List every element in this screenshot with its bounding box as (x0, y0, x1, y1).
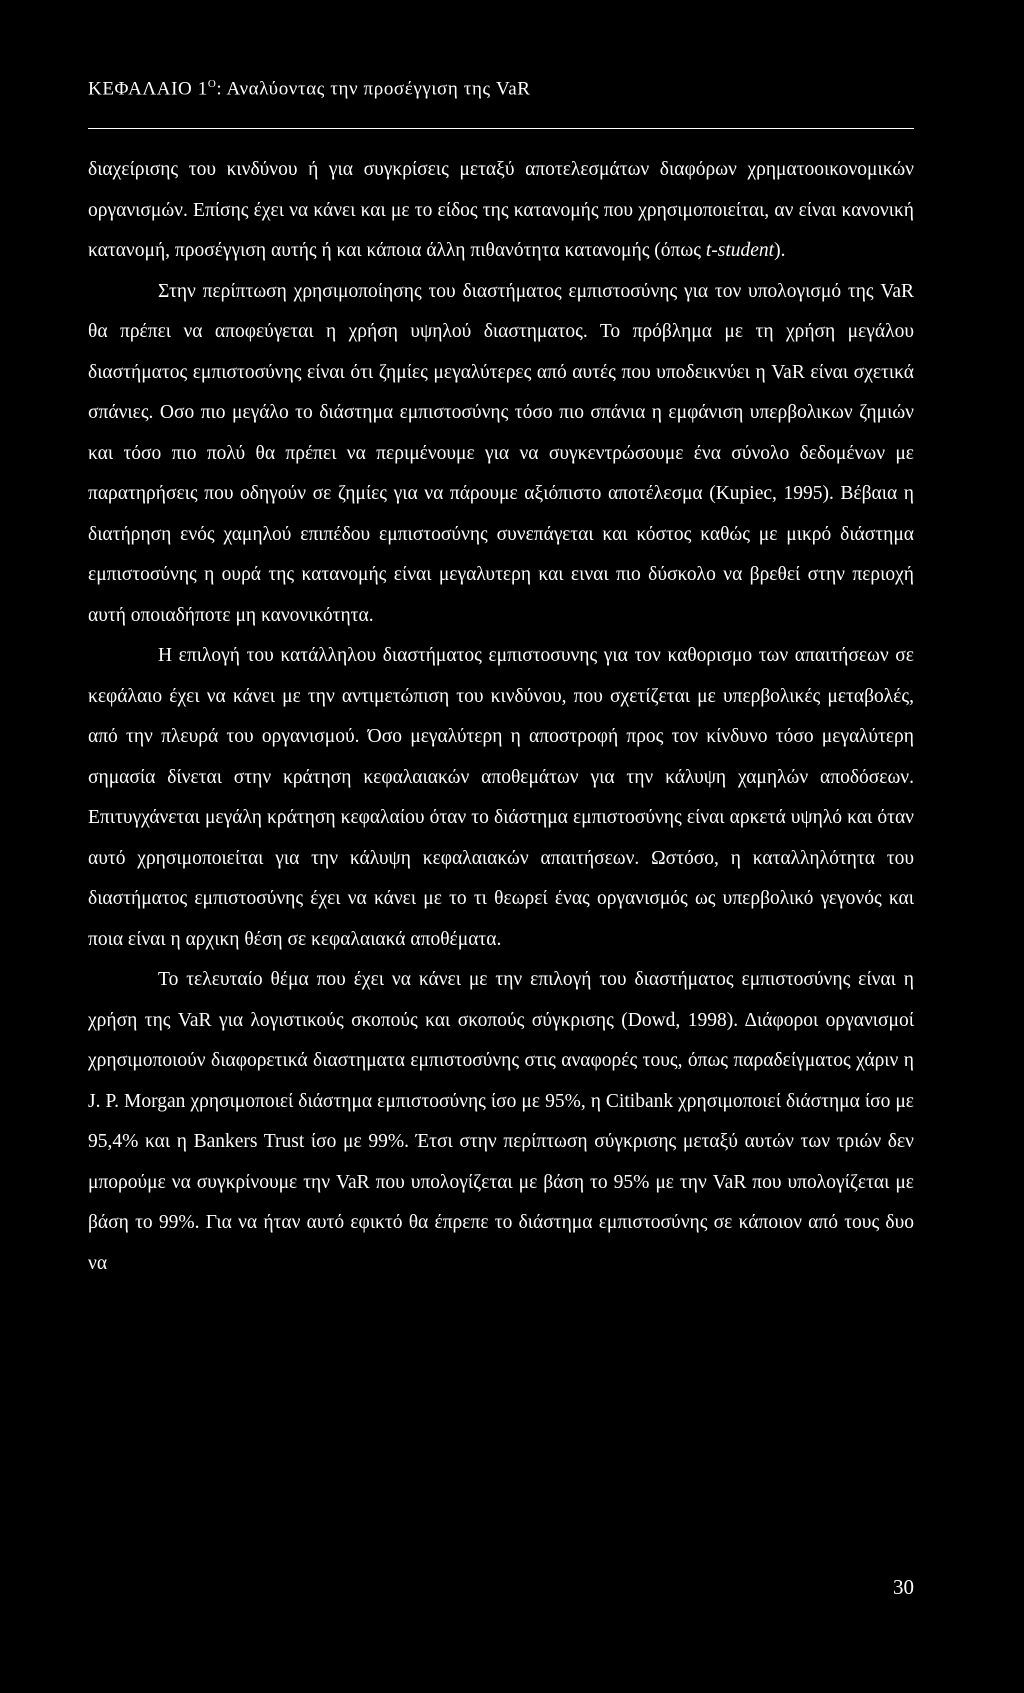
chapter-header-title: : Αναλύοντας την προσέγγιση της VaR (216, 78, 531, 100)
paragraph-1 (88, 150, 914, 272)
paragraph-3: Η επιλογή του κατάλληλου διαστήματος εμπιστοσυνης για τον καθορισμο των απαιτήσεων σε κεφάλαιο έχει να κάνει με την αντιμετώπιση του κινδύνου, που σχετίζεται με υπερβολικές μεταβολές, από την πλευρά του οργανισμού. Όσο μεγαλύτερη η αποστροφή προς τον κίνδυνο τόσο μεγαλύτερη σημασία δίνεται στην κράτηση κεφαλαιακών αποθεμάτων για την κάλυψη χαμηλών αποδόσεων. Επιτυγχάνεται μεγάλη κράτηση κεφαλαίου όταν το διάστημα εμπιστοσύνης είναι αρκετά υψηλό και όταν αυτό χρησιμοποιείται για την κάλυψη κεφαλαιακών απαιτήσεων. Ωστόσο, η καταλληλότητα του διαστήματος εμπιστοσύνης έχει να κάνει με το τι θεωρεί ένας οργανισμός ως υπερβολικό γεγονός και ποια είναι η αρχικη θέση σε κεφαλαιακά αποθέματα. (88, 645, 914, 950)
header-divider (88, 128, 914, 129)
paragraph-1-text-b: ). (774, 240, 786, 261)
paragraph-2: Στην περίπτωση χρησιμοποίησης του διαστήματος εμπιστοσύνης για τον υπολογισμό της VaR θα πρέπει να αποφεύγεται η χρήση υψηλού διαστηματος. Το πρόβλημα με τη χρήση μεγάλου διαστήματος εμπιστοσύνης είναι ότι ζημίες μεγαλύτερες από αυτές που υποδεικνύει η VaR είναι σχετικά σπάνιες. Οσο πιο μεγάλο το διάστημα εμπιστοσύνης τόσο πιο σπάνια η εμφάνιση υπερβολικων ζημιών και τόσο πιο πολύ θα πρέπει να περιμένουμε για να συγκεντρώσουμε ένα σύνολο δεδομένων με παρατηρήσεις που οδηγούν σε ζημίες για να πάρουμε αξιόπιστο αποτέλεσμα (Kupiec, 1995). Βέβαια η διατήρηση ενός χαμηλού επιπέδου εμπιστοσύνης συνεπάγεται και κόστος καθώς με μικρό διάστημα εμπιστοσύνης η ουρά της κατανομής είναι μεγαλυτερη και ειναι πιο δύσκολο να βρεθεί στην περιοχή αυτή οποιαδήποτε μη κανονικότητα. (88, 280, 914, 626)
page-number: 30 (893, 1575, 914, 1599)
paragraph-4: Το τελευταίο θέμα που έχει να κάνει με την επιλογή του διαστήματος εμπιστοσύνης είναι η χρήση της VaR για λογιστικούς σκοπούς και σκοπούς σύγκρισης (Dowd, 1998). Διάφοροι οργανισμοί χρησιμοποιούν διαφορετικά διαστηματα εμπιστοσύνης στις αναφορές τους, όπως παραδείγματος χάριν η J. P. Morgan χρησιμοποιεί διάστημα εμπιστοσύνης ίσο με 95%, η Citibank χρησιμοποιεί διάστημα ίσο με 95,4% και η Bankers Trust ίσο με 99%. Έτσι στην περίπτωση σύγκρισης μεταξύ αυτών των τριών δεν μπορούμε να συγκρίνουμε την VaR που υπολογίζεται με βάση το 95% με την VaR που υπολογίζεται με βάση το 99%. Για να ήταν αυτό εφικτό θα έπρεπε το διάστημα εμπιστοσύνης σε κάποιον από τους δυο να (88, 969, 914, 1274)
chapter-header-prefix: ΚΕΦΑΛΑΙΟ 1 (88, 78, 208, 100)
paragraph-1-text-a: διαχείρισης του κινδύνου ή για συγκρίσεις μεταξύ αποτελεσμάτων διαφόρων χρηματοοικονομικών οργανισμών. Επίσης έχει να κάνει και με το είδος της κατανομής που χρησιμοποιείται, αν είναι κανονική κατανομή, προσέγγιση αυτής ή και κάποια άλλη πιθανότητα κατανομής (όπως (88, 159, 914, 261)
chapter-header-superscript: Ο (207, 78, 217, 90)
chapter-header (88, 78, 531, 100)
body-text (88, 150, 914, 1284)
paragraph-1-italic-term: t-student (705, 240, 775, 261)
